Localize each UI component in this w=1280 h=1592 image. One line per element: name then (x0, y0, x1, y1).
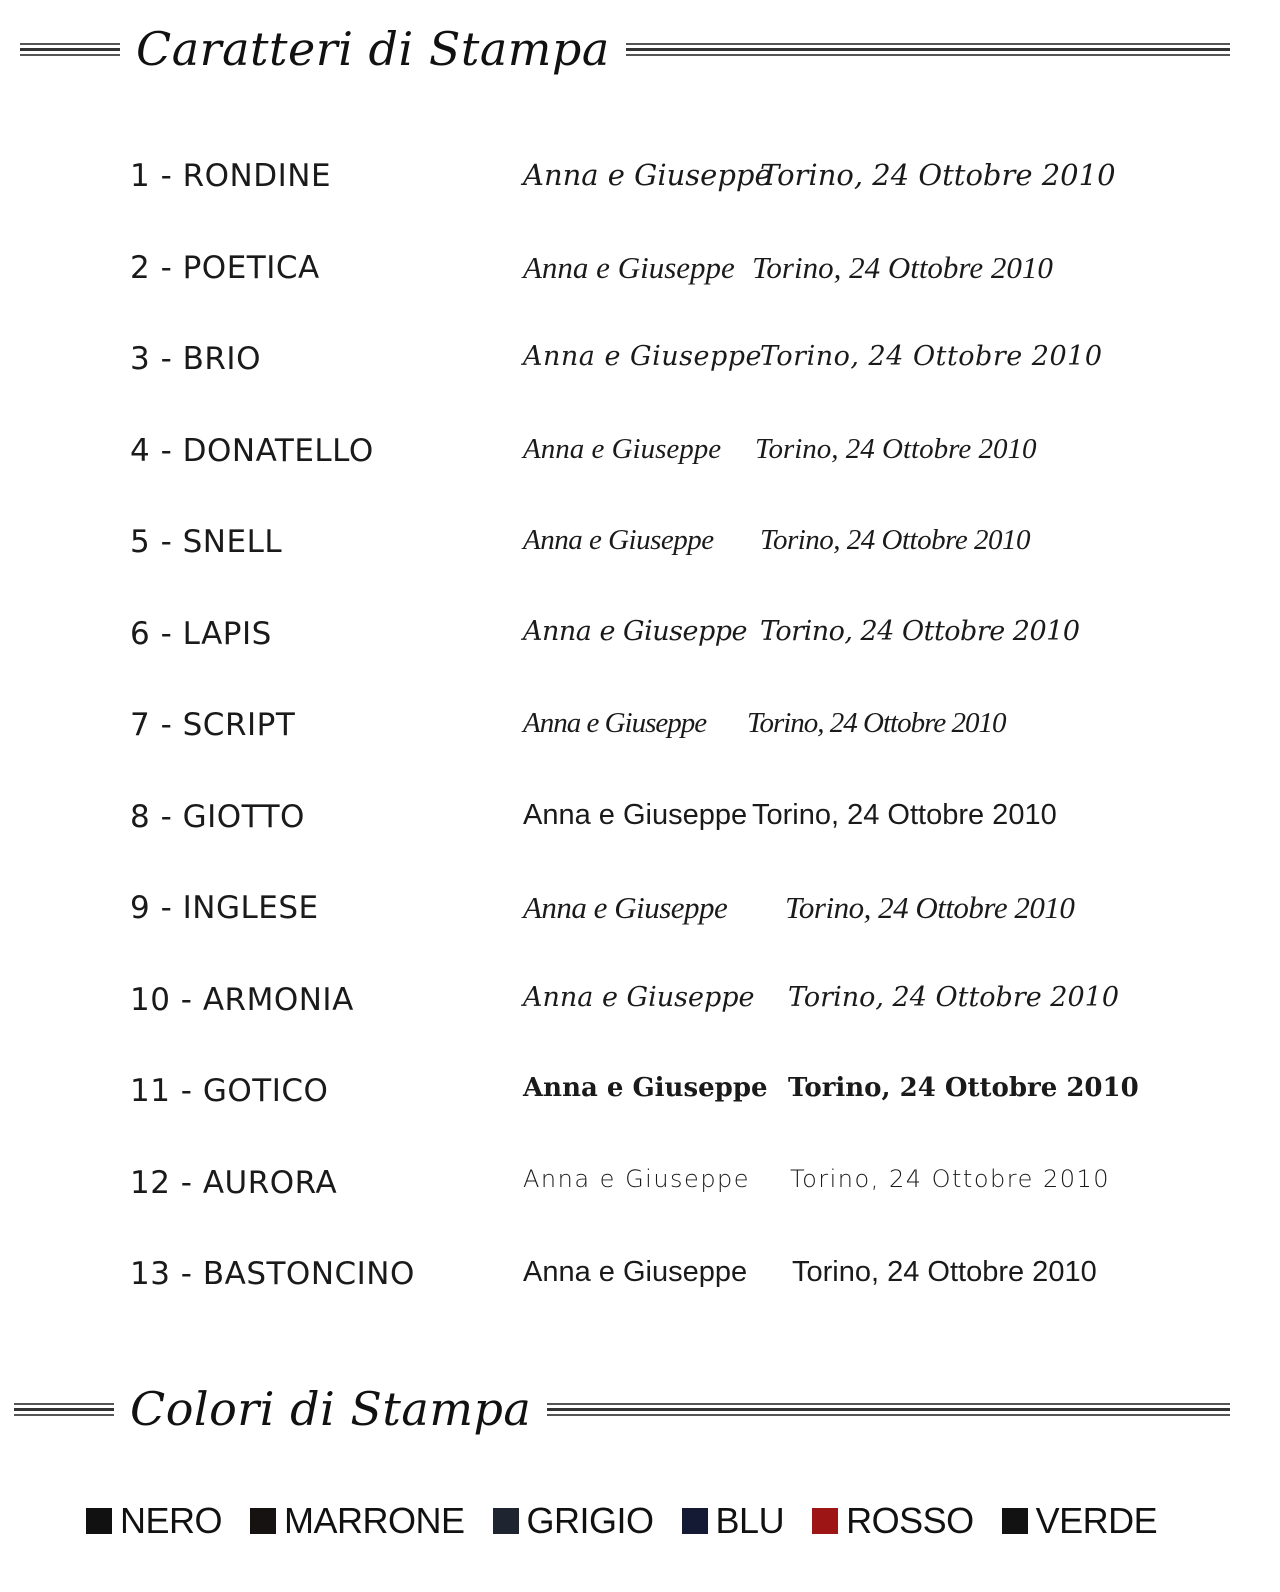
sample-names: Anna e Giuseppe (523, 890, 728, 925)
font-label: 5 - SNELL (130, 524, 283, 560)
color-item-verde (1002, 1500, 1158, 1542)
font-label: 8 - GIOTTO (130, 798, 305, 835)
sample-date: Torino, 24 Ottobre 2010 (788, 1073, 1139, 1103)
sample-names: Anna e Giuseppe (523, 981, 755, 1013)
font-row-brio (130, 323, 1130, 415)
color-item-nero (86, 1500, 222, 1542)
sample-names: Anna e Giuseppe (523, 1256, 748, 1288)
font-row-script (130, 689, 1130, 781)
color-item-marrone (250, 1500, 465, 1542)
font-label: 10 - ARMONIA (130, 981, 354, 1018)
header-rule-left (14, 1403, 114, 1416)
color-label: ROSSO (846, 1500, 974, 1541)
color-label: NERO (120, 1500, 223, 1541)
font-row-lapis (130, 598, 1130, 690)
sample-names: Anna e Giuseppe (523, 341, 762, 372)
sample-date: Torino, 24 Ottobre 2010 (752, 249, 1053, 285)
font-row-poetica (130, 232, 1130, 324)
colors-section-title: Colori di Stampa (130, 1382, 532, 1436)
font-list (130, 140, 1139, 1330)
sample-date: Torino, 24 Ottobre 2010 (760, 341, 1103, 372)
color-swatch (1002, 1508, 1028, 1534)
font-label: 12 - AURORA (130, 1164, 338, 1201)
sample-date: Torino, 24 Ottobre 2010 (755, 432, 1037, 465)
sample-names: Anna e Giuseppe (523, 798, 748, 831)
color-item-rosso (812, 1500, 974, 1542)
sample-date: Torino, 24 Ottobre 2010 (760, 158, 1116, 192)
color-swatch (493, 1508, 519, 1534)
sample-names: Anna e Giuseppe (523, 524, 714, 556)
font-row-donatello (130, 415, 1130, 507)
font-row-snell (130, 506, 1130, 598)
color-swatch (250, 1508, 276, 1534)
header-rule-right (547, 1403, 1230, 1416)
sample-date: Torino, 24 Ottobre 2010 (792, 1256, 1097, 1288)
sample-names: Anna e Giuseppe (523, 615, 747, 647)
sample-names: Anna e Giuseppe (523, 1073, 768, 1103)
font-row-aurora (130, 1147, 1130, 1239)
font-row-giotto (130, 781, 1130, 873)
color-swatch (682, 1508, 708, 1534)
font-label: 2 - POETICA (130, 249, 320, 286)
sample-date: Torino, 24 Ottobre 2010 (790, 1164, 1111, 1193)
font-label: 11 - GOTICO (130, 1073, 329, 1109)
font-label: 13 - BASTONCINO (130, 1256, 415, 1292)
fonts-section-title: Caratteri di Stampa (136, 22, 610, 76)
color-label: VERDE (1035, 1500, 1158, 1541)
header-rule-left (20, 43, 120, 56)
font-row-gotico (130, 1055, 1139, 1147)
color-label: GRIGIO (526, 1500, 654, 1541)
fonts-section-header (20, 22, 1230, 76)
font-label: 6 - LAPIS (130, 615, 272, 652)
font-label: 7 - SCRIPT (130, 707, 296, 743)
font-label: 3 - BRIO (130, 341, 261, 377)
color-label: MARRONE (284, 1500, 465, 1541)
font-label: 4 - DONATELLO (130, 432, 374, 469)
font-row-rondine (130, 140, 1130, 232)
color-list (86, 1500, 1206, 1542)
sample-date: Torino, 24 Ottobre 2010 (788, 981, 1120, 1013)
color-item-blu (682, 1500, 785, 1542)
sample-date: Torino, 24 Ottobre 2010 (785, 890, 1075, 925)
sample-names: Anna e Giuseppe (523, 432, 722, 465)
color-swatch (86, 1508, 112, 1534)
header-rule-right (626, 43, 1230, 56)
font-row-inglese (130, 872, 1130, 964)
font-row-bastoncino (130, 1238, 1130, 1330)
colors-section-header (14, 1382, 1230, 1436)
color-label: BLU (715, 1500, 785, 1541)
font-label: 9 - INGLESE (130, 890, 319, 926)
sample-date: Torino, 24 Ottobre 2010 (747, 707, 1006, 739)
sample-date: Torino, 24 Ottobre 2010 (760, 615, 1080, 647)
sample-names: Anna e Giuseppe (523, 1164, 751, 1193)
sample-date: Torino, 24 Ottobre 2010 (760, 524, 1030, 556)
font-row-armonia (130, 964, 1130, 1056)
sample-names: Anna e Giuseppe (523, 249, 735, 285)
sample-names: Anna e Giuseppe (523, 707, 707, 739)
sample-names: Anna e Giuseppe (523, 158, 772, 192)
color-swatch (812, 1508, 838, 1534)
color-item-grigio (493, 1500, 654, 1542)
sample-date: Torino, 24 Ottobre 2010 (752, 798, 1057, 831)
font-label: 1 - RONDINE (130, 158, 332, 194)
